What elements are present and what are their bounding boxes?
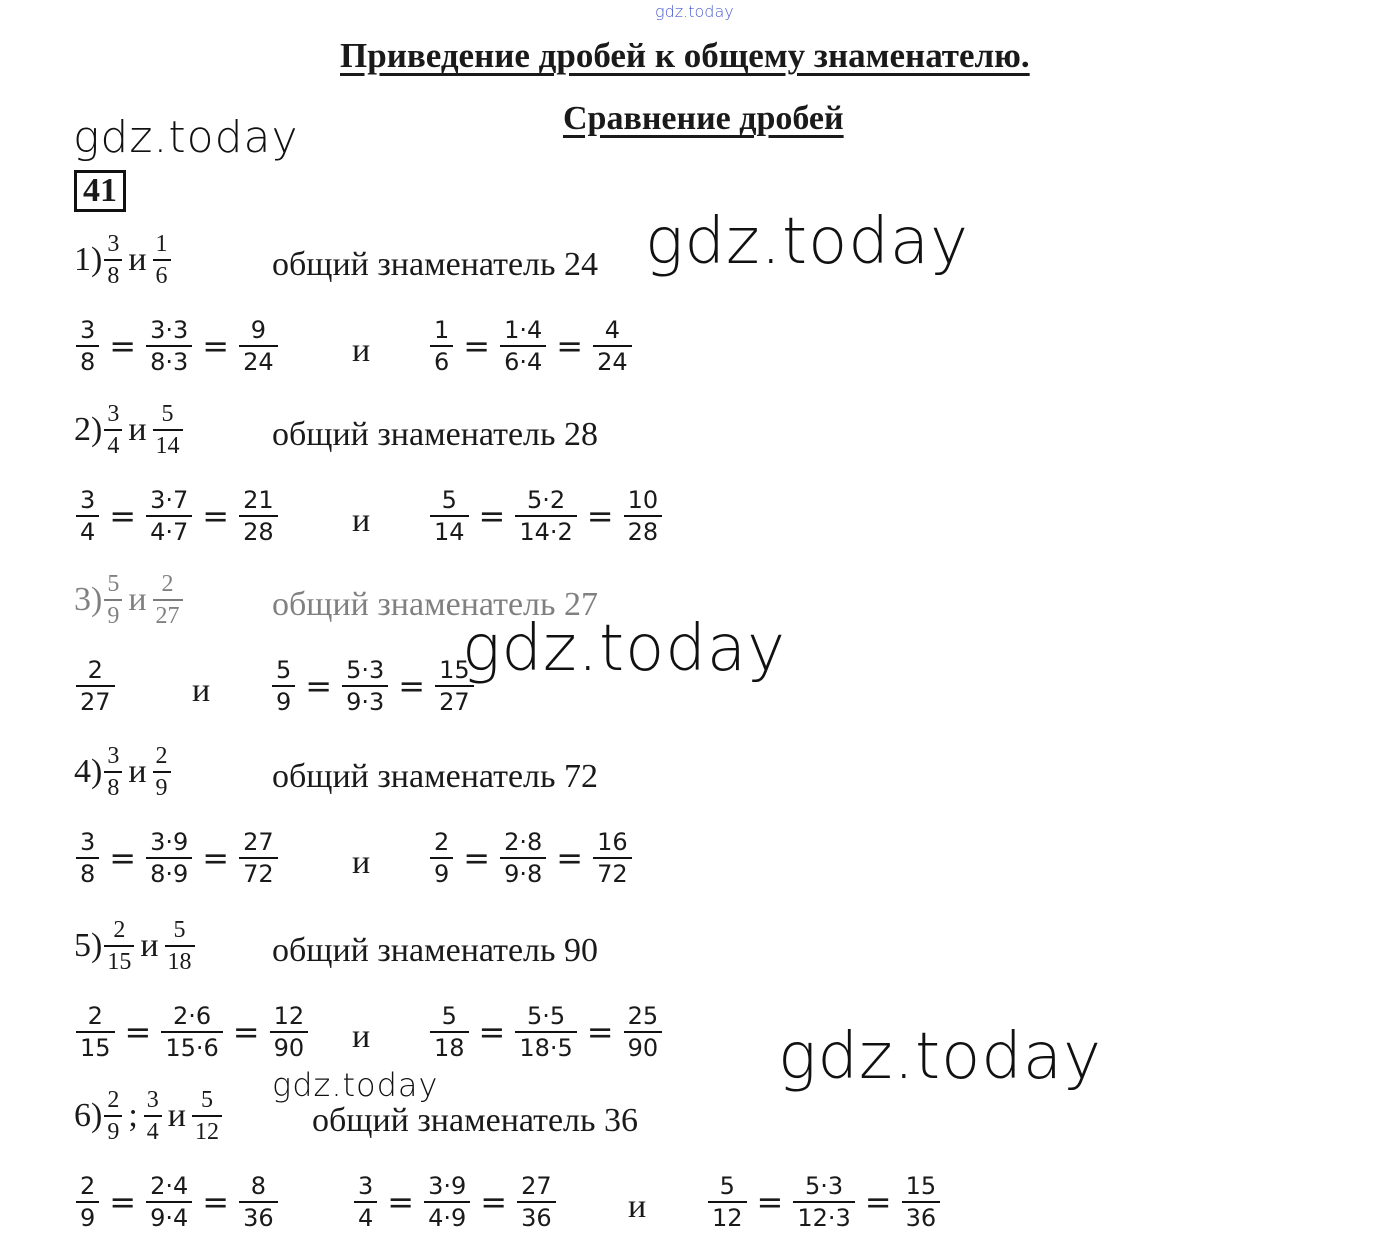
fraction-chain (74, 488, 280, 544)
fraction (144, 1088, 162, 1144)
denominator: 8 (76, 345, 99, 374)
numerator: 2 (434, 828, 450, 856)
fraction-chain (428, 488, 664, 544)
watermark-3: gdz.today (778, 1020, 1102, 1094)
exercise-heading (74, 1088, 224, 1144)
fraction (430, 488, 469, 544)
denominator: 27 (435, 685, 474, 714)
denominator: 4 (76, 515, 99, 544)
fraction (146, 318, 192, 374)
denominator: 9·4 (146, 1201, 192, 1230)
fraction (708, 1174, 747, 1230)
numerator: 5 (441, 486, 457, 514)
equals-sign: = (232, 1013, 260, 1051)
fraction (104, 572, 122, 628)
numerator: 5 (107, 571, 120, 597)
numerator: 2 (80, 1172, 96, 1200)
watermark-left: gdz.today (73, 112, 299, 163)
equals-sign: = (109, 839, 137, 877)
and-word: и (140, 927, 159, 964)
denominator: 4 (354, 1201, 377, 1230)
numerator: 1·4 (504, 316, 543, 344)
denominator: 9 (104, 599, 122, 628)
fraction-chain (74, 1004, 310, 1060)
numerator: 8 (250, 1172, 266, 1200)
numerator: 2 (107, 1087, 120, 1113)
fraction (593, 318, 632, 374)
and-word: и (128, 241, 147, 278)
fraction (76, 488, 99, 544)
equals-sign: = (109, 1183, 137, 1221)
denominator: 18 (165, 945, 195, 974)
exercise-label: 3) (74, 581, 103, 618)
fraction (793, 1174, 854, 1230)
common-denominator-note: общий знаменатель 72 (272, 758, 599, 795)
numerator: 3 (107, 231, 120, 257)
numerator: 12 (273, 1002, 305, 1030)
numerator: 5·3 (804, 1172, 844, 1200)
denominator: 12 (708, 1201, 747, 1230)
fraction (239, 830, 278, 886)
denominator: 8 (104, 259, 122, 288)
denominator: 9 (430, 857, 453, 886)
exercise-heading (74, 572, 185, 628)
fraction (192, 1088, 222, 1144)
fraction (517, 1174, 556, 1230)
denominator: 15·6 (161, 1031, 222, 1060)
fraction (342, 658, 388, 714)
denominator: 12 (192, 1115, 222, 1144)
exercise-heading (74, 744, 173, 800)
numerator: 9 (250, 316, 266, 344)
fraction (515, 1004, 576, 1060)
fraction (76, 658, 115, 714)
numerator: 5 (173, 917, 186, 943)
fraction (239, 318, 278, 374)
and-word: и (352, 1018, 371, 1055)
denominator: 9 (76, 1201, 99, 1230)
equals-sign: = (463, 839, 491, 877)
equals-sign: = (202, 839, 230, 877)
denominator: 14·2 (515, 515, 576, 544)
fraction (239, 488, 278, 544)
numerator: 21 (243, 486, 274, 514)
equals-sign: = (480, 1183, 508, 1221)
numerator: 3·3 (150, 316, 189, 344)
fraction (165, 918, 195, 974)
fraction (430, 830, 453, 886)
equals-sign: = (556, 839, 584, 877)
fraction (270, 1004, 309, 1060)
fraction-chain (74, 658, 117, 714)
page-title: Приведение дробей к общему знаменателю. (340, 36, 1030, 75)
numerator: 5 (200, 1087, 213, 1113)
fraction-chain (706, 1174, 942, 1230)
separator: ; (128, 1097, 138, 1134)
equals-sign: = (478, 1013, 506, 1051)
denominator: 14 (430, 515, 469, 544)
and-word: и (128, 581, 147, 618)
denominator: 6·4 (500, 345, 546, 374)
common-denominator-note: общий знаменатель 24 (272, 246, 599, 283)
denominator: 15 (104, 945, 134, 974)
equals-sign: = (586, 1013, 614, 1051)
numerator: 5 (161, 401, 174, 427)
denominator: 72 (593, 857, 632, 886)
denominator: 28 (624, 515, 663, 544)
fraction (153, 402, 183, 458)
denominator: 9 (153, 771, 171, 800)
numerator: 2·8 (504, 828, 543, 856)
numerator: 3 (146, 1087, 159, 1113)
fraction (424, 1174, 470, 1230)
denominator: 90 (624, 1031, 663, 1060)
equals-sign: = (864, 1183, 892, 1221)
denominator: 90 (270, 1031, 309, 1060)
equals-sign: = (398, 667, 426, 705)
denominator: 8·9 (146, 857, 192, 886)
fraction (104, 744, 122, 800)
denominator: 9 (272, 685, 295, 714)
fraction (500, 318, 546, 374)
exercise-heading (74, 918, 197, 974)
denominator: 6 (153, 259, 171, 288)
and-word: и (352, 502, 371, 539)
fraction (593, 830, 632, 886)
denominator: 9·8 (500, 857, 546, 886)
equals-sign: = (202, 1183, 230, 1221)
exercise-heading (74, 402, 185, 458)
numerator: 27 (521, 1172, 552, 1200)
fraction-chain (428, 318, 634, 374)
fraction (76, 318, 99, 374)
denominator: 6 (430, 345, 453, 374)
numerator: 25 (627, 1002, 659, 1030)
equals-sign: = (202, 497, 230, 535)
watermark-top: gdz.today (655, 2, 734, 21)
exercise-label: 5) (74, 927, 103, 964)
numerator: 4 (604, 316, 620, 344)
numerator: 3 (80, 316, 96, 344)
denominator: 8 (76, 857, 99, 886)
exercise-label: 4) (74, 753, 103, 790)
numerator: 1 (155, 231, 168, 257)
numerator: 2·6 (172, 1002, 212, 1030)
denominator: 36 (517, 1201, 556, 1230)
fraction (430, 1004, 469, 1060)
fraction (104, 918, 134, 974)
watermark-2: gdz.today (462, 612, 786, 686)
denominator: 36 (239, 1201, 278, 1230)
numerator: 2 (87, 656, 103, 684)
watermark-1: gdz.today (645, 205, 969, 279)
common-denominator-note: общий знаменатель 27 (272, 586, 599, 623)
numerator: 2 (155, 743, 168, 769)
denominator: 9 (104, 1115, 122, 1144)
fraction (500, 830, 546, 886)
numerator: 2 (87, 1002, 103, 1030)
fraction (624, 1004, 663, 1060)
numerator: 3·7 (150, 486, 189, 514)
exercise-heading (74, 232, 173, 288)
numerator: 3·9 (428, 1172, 467, 1200)
denominator: 8 (104, 771, 122, 800)
fraction (153, 232, 171, 288)
fraction (104, 232, 122, 288)
numerator: 5 (441, 1002, 457, 1030)
numerator: 3 (80, 828, 96, 856)
denominator: 4 (144, 1115, 162, 1144)
denominator: 72 (239, 857, 278, 886)
fraction (76, 1174, 99, 1230)
equals-sign: = (109, 327, 137, 365)
numerator: 2 (113, 917, 126, 943)
equals-sign: = (478, 497, 506, 535)
common-denominator-note: общий знаменатель 90 (272, 932, 599, 969)
equals-sign: = (556, 327, 584, 365)
and-word: и (128, 753, 147, 790)
denominator: 4·9 (424, 1201, 470, 1230)
exercise-label: 1) (74, 241, 103, 278)
numerator: 3 (107, 401, 120, 427)
numerator: 27 (243, 828, 274, 856)
equals-sign: = (202, 327, 230, 365)
fraction (239, 1174, 278, 1230)
numerator: 15 (439, 656, 470, 684)
fraction (902, 1174, 941, 1230)
fraction (161, 1004, 222, 1060)
fraction (153, 744, 171, 800)
numerator: 5·2 (526, 486, 566, 514)
denominator: 8·3 (146, 345, 192, 374)
equals-sign: = (124, 1013, 152, 1051)
numerator: 5 (276, 656, 292, 684)
denominator: 36 (902, 1201, 941, 1230)
numerator: 3 (107, 743, 120, 769)
numerator: 3·9 (150, 828, 189, 856)
exercise-label: 2) (74, 411, 103, 448)
equals-sign: = (387, 1183, 415, 1221)
denominator: 12·3 (793, 1201, 854, 1230)
denominator: 24 (239, 345, 278, 374)
equals-sign: = (305, 667, 333, 705)
fraction-chain (74, 318, 280, 374)
denominator: 27 (76, 685, 115, 714)
fraction-chain (270, 658, 476, 714)
and-word: и (352, 844, 371, 881)
denominator: 18·5 (515, 1031, 576, 1060)
denominator: 28 (239, 515, 278, 544)
fraction (624, 488, 663, 544)
denominator: 24 (593, 345, 632, 374)
fraction (153, 572, 183, 628)
equals-sign: = (109, 497, 137, 535)
numerator: 5·5 (526, 1002, 566, 1030)
fraction-chain (428, 1004, 664, 1060)
fraction (76, 830, 99, 886)
and-word: и (128, 411, 147, 448)
and-word: и (192, 672, 211, 709)
numerator: 3 (80, 486, 96, 514)
and-word: и (352, 332, 371, 369)
numerator: 16 (597, 828, 628, 856)
watermark-4: gdz.today (272, 1066, 439, 1104)
numerator: 2·4 (150, 1172, 189, 1200)
fraction (272, 658, 295, 714)
fraction (104, 1088, 122, 1144)
denominator: 18 (430, 1031, 469, 1060)
denominator: 4 (104, 429, 122, 458)
numerator: 15 (905, 1172, 937, 1200)
exercise-label: 6) (74, 1097, 103, 1134)
equals-sign: = (463, 327, 491, 365)
numerator: 2 (161, 571, 174, 597)
denominator: 4·7 (146, 515, 192, 544)
fraction-chain (74, 830, 280, 886)
common-denominator-note: общий знаменатель 28 (272, 416, 599, 453)
fraction-chain (74, 1174, 280, 1230)
fraction (515, 488, 576, 544)
fraction (104, 402, 122, 458)
denominator: 27 (153, 599, 183, 628)
equals-sign: = (586, 497, 614, 535)
equals-sign: = (756, 1183, 784, 1221)
fraction-chain (352, 1174, 558, 1230)
fraction (435, 658, 474, 714)
page-subtitle: Сравнение дробей (563, 100, 844, 137)
numerator: 5 (719, 1172, 735, 1200)
denominator: 15 (76, 1031, 115, 1060)
common-denominator-note: общий знаменатель 36 (312, 1102, 639, 1139)
fraction (430, 318, 453, 374)
fraction (146, 488, 192, 544)
numerator: 5·3 (346, 656, 385, 684)
and-word: и (628, 1188, 647, 1225)
fraction (354, 1174, 377, 1230)
and-word: и (167, 1097, 186, 1134)
numerator: 10 (627, 486, 659, 514)
fraction-chain (428, 830, 634, 886)
numerator: 1 (434, 316, 450, 344)
denominator: 9·3 (342, 685, 388, 714)
task-number: 41 (74, 170, 126, 212)
fraction (76, 1004, 115, 1060)
denominator: 14 (153, 429, 183, 458)
fraction (146, 1174, 192, 1230)
numerator: 3 (358, 1172, 374, 1200)
fraction (146, 830, 192, 886)
